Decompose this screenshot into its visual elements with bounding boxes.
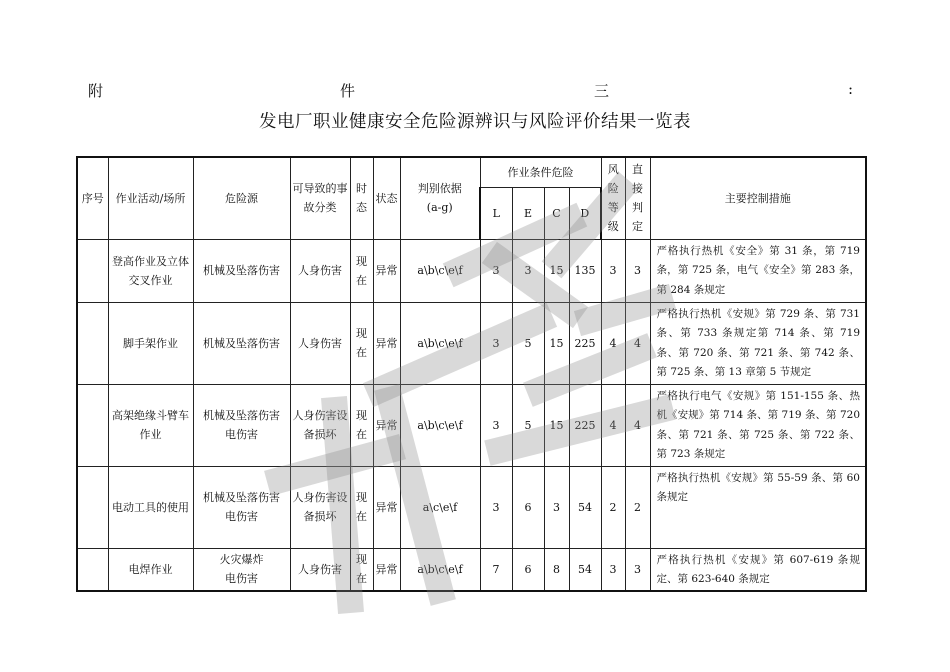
header-basis-label: 判别依据 [417, 182, 462, 196]
cell-D: 135 [569, 239, 601, 302]
cell-C: 8 [544, 548, 569, 591]
table-row [77, 548, 866, 591]
cell-measures: 严格执行热机《安规》第 729 条、第 731 条、第 733 条规定第 714 条、第 719 条、第 720 条、第 721 条、第 742 条、第 725 条、第 13 章第 5 节规定 [650, 302, 866, 384]
cell-accident: 人身伤害 [290, 239, 350, 302]
cell-basis: a\b\c\e\f [400, 239, 480, 302]
cell-activity: 电焊作业 [108, 548, 193, 591]
cell-measures: 严格执行热机《安全》第 31 条，第 719 条，第 725 条，电气《安全》第 283 条，第 284 条规定 [650, 239, 866, 302]
cell-measures: 严格执行电气《安规》第 151-155 条、热机《安规》第 714 条、第 719 条、第 720 条、第 721 条、第 725 条、第 722 条、第 723 条规定 [650, 384, 866, 466]
cell-L: 3 [480, 239, 512, 302]
header-accident: 可导致的事故分类 [290, 157, 350, 239]
cell-L: 7 [480, 548, 512, 591]
cell-seq [77, 548, 108, 591]
cell-risk: 2 [601, 466, 625, 548]
cell-hazard: 机械及坠落伤害 电伤害 [193, 466, 290, 548]
cell-E: 3 [512, 239, 544, 302]
table-row [77, 384, 866, 466]
cell-measures: 严格执行热机《安规》第 55-59 条、第 60 条规定 [650, 466, 866, 548]
cell-risk: 3 [601, 548, 625, 591]
cell-hazard: 机械及坠落伤害 电伤害 [193, 384, 290, 466]
cell-direct: 3 [625, 548, 650, 591]
header-tense: 时态 [350, 157, 373, 239]
cell-seq [77, 466, 108, 548]
cell-D: 54 [569, 466, 601, 548]
cell-E: 6 [512, 466, 544, 548]
cell-accident: 人身伤害 [290, 302, 350, 384]
cell-basis: a\b\c\e\f [400, 302, 480, 384]
cell-basis: a\b\c\e\f [400, 548, 480, 591]
header-danger-group: 作业条件危险 [480, 157, 601, 187]
cell-direct: 2 [625, 466, 650, 548]
header-row-1 [77, 157, 866, 187]
cell-seq [77, 302, 108, 384]
risk-assessment-table [76, 156, 867, 592]
cell-seq [77, 384, 108, 466]
cell-direct: 4 [625, 384, 650, 466]
cell-accident: 人身伤害设备损坏 [290, 384, 350, 466]
cell-activity: 脚手架作业 [108, 302, 193, 384]
cell-E: 6 [512, 548, 544, 591]
header-direct: 直接判定 [625, 157, 650, 239]
cell-state: 异常 [373, 239, 400, 302]
cell-C: 15 [544, 302, 569, 384]
header-measures: 主要控制措施 [650, 157, 866, 239]
cell-accident: 人身伤害设备损坏 [290, 466, 350, 548]
cell-accident: 人身伤害 [290, 548, 350, 591]
annex-char-3: 三 [594, 82, 610, 100]
header-state: 状态 [373, 157, 400, 239]
header-risk-level: 风险等级 [601, 157, 625, 239]
cell-tense: 现在 [350, 466, 373, 548]
cell-tense: 现在 [350, 384, 373, 466]
document-title: 发电厂职业健康安全危险源辨识与风险评价结果一览表 [259, 112, 691, 132]
cell-state: 异常 [373, 302, 400, 384]
cell-D: 54 [569, 548, 601, 591]
header-basis [400, 157, 480, 239]
header-seq: 序号 [77, 157, 108, 239]
cell-hazard: 机械及坠落伤害 [193, 302, 290, 384]
cell-D: 225 [569, 302, 601, 384]
header-hazard: 危险源 [193, 157, 290, 239]
table-row [77, 239, 866, 302]
cell-activity: 高架绝缘斗臂车作业 [108, 384, 193, 466]
cell-C: 3 [544, 466, 569, 548]
cell-L: 3 [480, 384, 512, 466]
table-row [77, 466, 866, 548]
cell-risk: 4 [601, 302, 625, 384]
annex-heading [88, 80, 858, 102]
cell-hazard: 机械及坠落伤害 [193, 239, 290, 302]
header-C: C [544, 187, 569, 239]
header-basis-sub: (a-g) [426, 201, 453, 215]
annex-char-1: 附 [88, 82, 104, 100]
cell-direct: 3 [625, 239, 650, 302]
header-activity: 作业活动/场所 [108, 157, 193, 239]
cell-state: 异常 [373, 466, 400, 548]
cell-state: 异常 [373, 548, 400, 591]
cell-direct: 4 [625, 302, 650, 384]
header-D: D [569, 187, 601, 239]
cell-seq [77, 239, 108, 302]
cell-activity: 电动工具的使用 [108, 466, 193, 548]
cell-measures: 严格执行热机《安规》第 607-619 条规定、第 623-640 条规定 [650, 548, 866, 591]
cell-C: 15 [544, 384, 569, 466]
cell-state: 异常 [373, 384, 400, 466]
cell-basis: a\b\c\e\f [400, 384, 480, 466]
cell-E: 5 [512, 302, 544, 384]
header-L: L [480, 187, 512, 239]
table-row [77, 302, 866, 384]
cell-tense: 现在 [350, 548, 373, 591]
cell-activity: 登高作业及立体交叉作业 [108, 239, 193, 302]
cell-L: 3 [480, 466, 512, 548]
cell-D: 225 [569, 384, 601, 466]
cell-L: 3 [480, 302, 512, 384]
cell-hazard: 火灾爆炸 电伤害 [193, 548, 290, 591]
cell-C: 15 [544, 239, 569, 302]
cell-basis: a\c\e\f [400, 466, 480, 548]
cell-tense: 现在 [350, 239, 373, 302]
annex-char-4: : [848, 80, 854, 98]
cell-risk: 4 [601, 384, 625, 466]
annex-char-2: 件 [340, 82, 356, 100]
cell-tense: 现在 [350, 302, 373, 384]
header-E: E [512, 187, 544, 239]
cell-E: 5 [512, 384, 544, 466]
cell-risk: 3 [601, 239, 625, 302]
